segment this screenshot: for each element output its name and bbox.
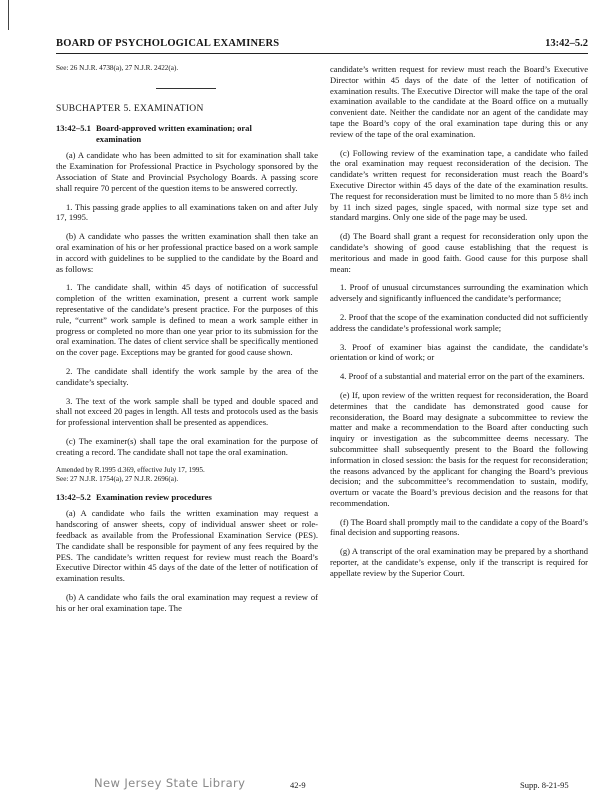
library-watermark: New Jersey State Library bbox=[94, 776, 246, 790]
paragraph-b: (b) A candidate who passes the written examination shall then take an oral examination of his or her professional practice based on a work sample in accord with guidelines to be supplied to the candidate by the Board and as follows: bbox=[56, 231, 318, 274]
section-title-5-2: Examination review procedures bbox=[96, 491, 212, 502]
left-column bbox=[56, 64, 318, 621]
paragraph-5-2-d-4: 4. Proof of a substantial and material error on the part of the examiners. bbox=[340, 371, 585, 382]
paragraph-b-3: 3. The text of the work sample shall be typed and double spaced and shall not exceed 20 pages in length. All tests and protocols used as the basis for professional intervention shall be presented as appendices. bbox=[56, 395, 318, 428]
paragraph-5-2-d-1: 1. Proof of unusual circumstances surrounding the examination which adversely and significantly influenced the candidate’s performance; bbox=[330, 282, 588, 304]
see-reference: See: 26 N.J.R. 4738(a), 27 N.J.R. 2422(a). bbox=[56, 64, 179, 72]
margin-rule bbox=[8, 0, 9, 30]
paragraph-5-2-b: (b) A candidate who fails the oral examination may request a review of his or her oral examination tape. The bbox=[56, 591, 318, 613]
amendment-note: Amended by R.1995 d.369, effective July 17, 1995. bbox=[56, 465, 205, 474]
section-heading-5-2 bbox=[56, 492, 318, 503]
right-column bbox=[330, 64, 588, 587]
paragraph-a: (a) A candidate who has been admitted to sit for examination shall take the Examination for Professional Practice in Psychology sponsored by the Association of State and Provincial Psychology Boards. A passing score shall require 70 percent of the question items to be answered correctly. bbox=[56, 150, 318, 193]
section-title-5-1-line2: examination bbox=[96, 133, 142, 144]
paragraph-5-2-c: (c) Following review of the examination tape, a candidate who failed the oral examination may request reconsideration of the decision. The candidate’s written request for reconsideration must reach the Board’s Executive Director within 45 days of the date of the examination results. The request for reconsideration must be limited to no more than 5 8½ inch by 11 inch sized pages, single spaced, with normal size type set and standard margins. Only one side of the page may be used. bbox=[330, 147, 588, 223]
divider bbox=[156, 88, 216, 89]
subchapter-heading: SUBCHAPTER 5. EXAMINATION bbox=[56, 104, 204, 114]
supplement-date: Supp. 8-21-95 bbox=[520, 780, 569, 790]
paragraph-5-2-d-2: 2. Proof that the scope of the examination conducted did not sufficiently address the candidate’s professional work sample; bbox=[330, 311, 588, 333]
running-title: BOARD OF PSYCHOLOGICAL EXAMINERS bbox=[56, 38, 280, 49]
section-number-5-1: 13:42–5.1 bbox=[56, 122, 91, 133]
page-header bbox=[56, 38, 588, 54]
paragraph-5-2-e: (e) If, upon review of the written request for reconsideration, the Board determines that the candidate has demonstrated good cause for reconsideration, the Board may designate a subcommittee to review the matter and make a recommendation to the Board after conducting such inquiry or investigation as the subcommittee deems necessary. The subcommittee shall subsequently present to the Board the following information in closed session: the basis for the request for reconsideration; the reasons advanced by the applicant for changing the Board’s previous decision; and the subcommittee’s recommendation to sustain, modify, overturn or vacate the Board’s previous decision and the reasons for that recommendation. bbox=[330, 389, 588, 508]
paragraph-5-2-d: (d) The Board shall grant a request for reconsideration only upon the candidate’s showing of good cause establishing that the request is meritorious and made in good faith. Good cause for this purpose shall mean: bbox=[330, 231, 588, 274]
section-number: 13:42–5.2 bbox=[545, 38, 588, 49]
page-number: 42-9 bbox=[290, 780, 306, 790]
see-reference-2: See: 27 N.J.R. 1754(a), 27 N.J.R. 2696(a). bbox=[56, 474, 179, 483]
paragraph-a-1: 1. This passing grade applies to all examinations taken on and after July 17, 1995. bbox=[56, 201, 318, 223]
section-title-5-1-line1: Board-approved written examination; oral bbox=[96, 122, 252, 133]
paragraph-b-2: 2. The candidate shall identify the work sample by the area of the candidate’s specialty. bbox=[56, 365, 318, 387]
paragraph-5-2-d-3: 3. Proof of examiner bias against the candidate, the candidate’s orientation or kind of work; or bbox=[330, 341, 588, 363]
section-heading-5-1 bbox=[56, 123, 318, 145]
section-number-5-2: 13:42–5.2 bbox=[56, 491, 91, 502]
paragraph-5-2-f: (f) The Board shall promptly mail to the candidate a copy of the Board’s final decision and supporting reasons. bbox=[330, 516, 588, 538]
paragraph-5-2-a: (a) A candidate who fails the written examination may request a handscoring of answer sheets, copy of individual answer sheet or role-feedback as available from the Professional Examination Service (PES). The candidate shall be responsible for payment of any fees required by the PES. The candidate’s written request for review must reach the Board’s Executive Director within 45 days of the date of the letter of notification of examination results. bbox=[56, 508, 318, 584]
paragraph-5-2-g: (g) A transcript of the oral examination may be prepared by a shorthand reporter, at the candidate’s expense, only if the transcript is required for appellate review by the Superior Court. bbox=[330, 546, 588, 578]
paragraph-c: (c) The examiner(s) shall tape the oral examination for the purpose of creating a record. The candidate shall not tape the oral examination. bbox=[56, 435, 318, 457]
paragraph-b-1: 1. The candidate shall, within 45 days of notification of successful completion of the written examination, present a current work sample representative of the candidate’s present practice. For the purposes of this rule, “current” work sample is defined to mean a work sample either in progress or completed no more than one year prior to its submission for the oral examination. The dates of client service shall be specifically mentioned on the cover page. Exceptions may be granted for good cause shown. bbox=[56, 282, 318, 358]
paragraph-b-continued: candidate’s written request for review must reach the Board’s Executive Director within 45 days of the date of the letter of notification of examination results. The Executive Director will make the tape of the oral examination available to the candidate at the Board office on a mutually convenient date. Neither the candidate nor an agent of the candidate may tape the Board’s copy of the oral examination tape during this or any review of the tape of the oral examination. bbox=[330, 64, 588, 139]
